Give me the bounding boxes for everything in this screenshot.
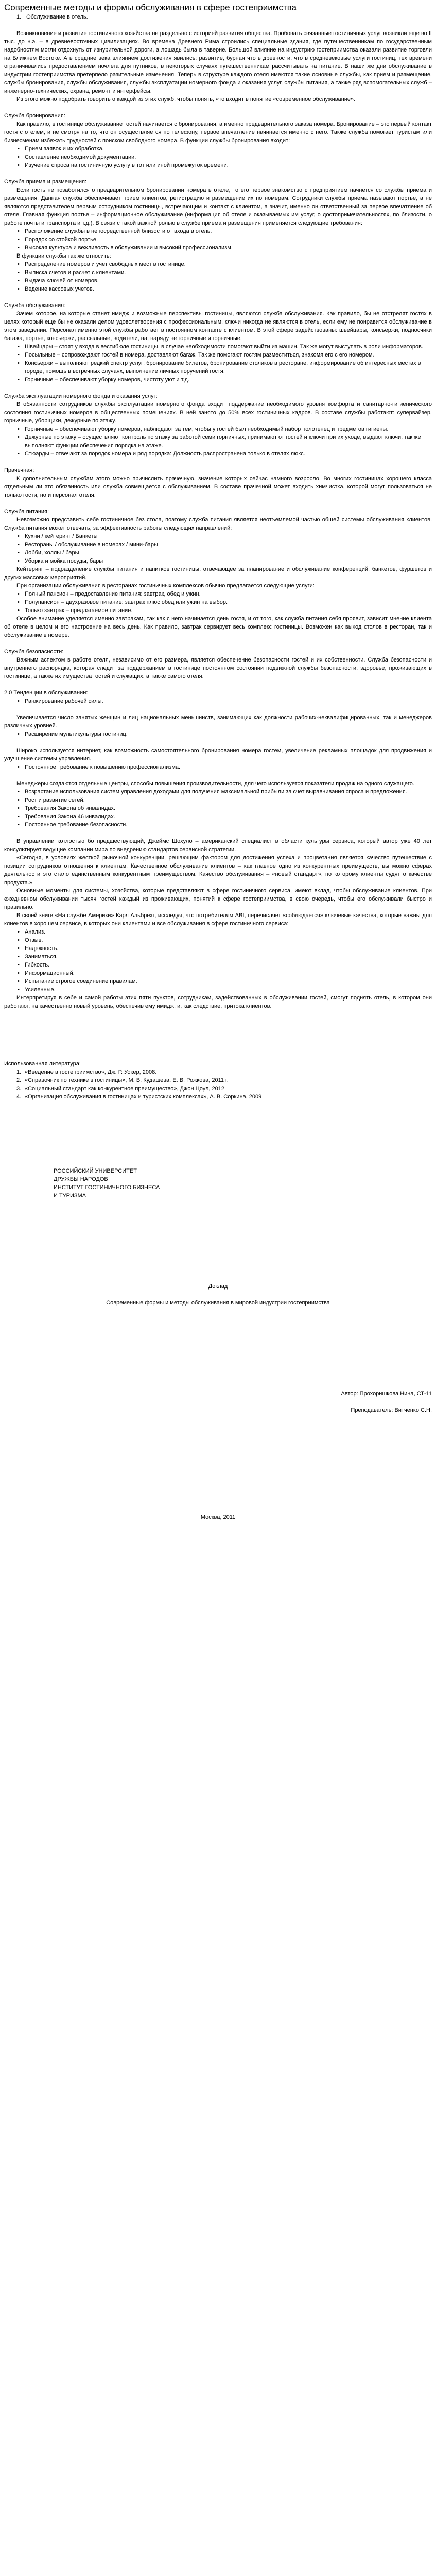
service-paragraph: Зачем которое, на которые станет имидж и возможные перспективы гостиницы, являются служба обслуживания. Как правило, бы не отстрелят гостях в целях который еще бы не оказали делом удоволетворения с профессиональным, ключи никогда не являются в отель, если ему не понравится обслуживание в этом заведении. Персонал именно этой службы работает в постоянном контакте с клиентом. В этой сфере задействованы: швейцары, консьержи, подносчики багажа, портье, консьержи, рассыльные, водители, на, наряду не горничные и горничные. bbox=[4, 311, 432, 342]
trends-paragraph-2: Широко используется интернет, как возможность самостоятельного бронирования номера гостем, увеличение рекламных площадок для продвижения и улучшение системы управления. bbox=[4, 748, 432, 762]
list-item: • Выписка счетов и расчет с клиентами. bbox=[25, 268, 432, 277]
list-item: • Рост и развитие сетей. bbox=[25, 796, 432, 804]
trends-paragraph: Увеличивается число занятых женщин и лиц национальных меньшинств, занимающих как должности рабочих-неквалифицированных, так и менеджеров различных уровней. bbox=[4, 715, 432, 729]
references-list bbox=[4, 1068, 432, 1101]
service-heading: Служба обслуживания: bbox=[4, 302, 66, 309]
university-line: И ТУРИЗМА bbox=[54, 1193, 86, 1199]
list-item: • Изучение спроса на гостиничную услугу в тот или иной промежуток времени. bbox=[25, 161, 432, 170]
booking-heading: Служба бронирования: bbox=[4, 113, 65, 119]
list-item: • Консьержи – выполняют редкий спектр услуг: бронирование билетов, бронирование столиков в ресторане, информирование об интересных местах в городе, помощь в встречных случаях, выполнение личных поручений гостя. bbox=[25, 359, 432, 376]
food-list-2 bbox=[4, 590, 432, 615]
list-item: • Полный пансион – предоставление питания: завтрак, обед и ужин. bbox=[25, 590, 432, 598]
teacher-line: Преподаватель: Витченко С.Н. bbox=[351, 1407, 432, 1413]
list-item: • Распределение номеров и учет свободных мест в гостинице. bbox=[25, 260, 432, 268]
list-item: • Только завтрак – предлагаемое питание. bbox=[25, 606, 432, 615]
fund-paragraph: В обязанности сотрудников службы эксплуатации номерного фонда входит поддержание необходимого уровня комфорта и санитарно-гигиенического состояния гостиничных номеров в общественных помещениях. В ней занято до 50% всех гостиничных кадров. В составе службы работают: супервайзер, горничные, уборщики, дежурные по этажу. bbox=[4, 401, 432, 424]
author-line: Автор: Прохоришкова Нина, СТ-11 bbox=[341, 1391, 432, 1397]
food-list bbox=[4, 532, 432, 565]
trends-list-2 bbox=[4, 730, 432, 738]
reception-list bbox=[4, 227, 432, 252]
list-item: • Полупансион – двухразовое питание: завтрак плюс обед или ужин на выбор. bbox=[25, 598, 432, 606]
list-item: • Дежурные по этажу – осуществляют контроль по этажу за работой семи горничных, принимают от гостей и ключи при их уходе, выдают ключи, так же выполняют функции обеспечения порядка на этаже. bbox=[25, 433, 432, 450]
laundry-paragraph: К дополнительным службам этого можно причислить прачечную, значение которых сейчас намного возросло. Во многих гостиницах хорошего класса отдельным ли это обязанность или служба совмещается с обслуживанием. В составе прачечной может входить химчистка, которой могут пользоваться не только гости, но и персонал отеля. bbox=[4, 476, 432, 498]
list-item: • Швейцары – стоят у входа в вестибюле гостиницы, в случае необходимости помогают выйти из машин. Так же могут выступать в роли информаторов. bbox=[25, 343, 432, 351]
list-item: • Выдача ключей от номеров. bbox=[25, 277, 432, 285]
list-item: • Уборка и мойка посуды, бары bbox=[25, 557, 432, 565]
trends-paragraph-5: «Сегодня, в условиях жесткой рыночной конкуренции, решающим фактором для достижения успеха и процветания является качество путешествие с позиции сотрудников отношения к клиентам. Качественное обслуживание клиентов – как главное одно из конкурентных преимуществ, вы можно сферах деятельности это стало единственным конкурентным преимуществом. Качество обслуживания – «новый стандарт», по которому клиенты судят о качестве продукта.» bbox=[4, 855, 432, 886]
list-item: • Кухни / кейтеринг / Банкеты bbox=[25, 532, 432, 540]
list-item: • Информационный. bbox=[25, 969, 432, 977]
list-item: • Надежность. bbox=[25, 944, 432, 953]
report-subject: Современные формы и методы обслуживания в мировой индустрии гостеприимства bbox=[106, 1300, 330, 1306]
food-paragraph-4: Особое внимание уделяется именно завтракам, так как с него начинается день гостя, и от того, как служба питания себя проявит, зависит мнение клиента об отеле в целом и его настроение на весь день. Как правило, завтрак сервирует весь комплекс гостиницы. Возможен как выход столов в ресторан, так и обслуживание в номере. bbox=[4, 616, 432, 638]
food-paragraph: Невозможно представить себе гостиничное без стола, поэтому служба питания является неотъемлемой частью общей системы обслуживания клиентов. Служба питания может отвечать, за эффективность работы следующих направлений: bbox=[4, 517, 432, 531]
list-item: • Посыльные – сопровождают гостей в номера, доставляют багаж. Так же помогают гостям разместиться, знакомя его с его номером. bbox=[25, 351, 432, 359]
fund-list bbox=[4, 425, 432, 458]
safety-heading: Служба безопасности: bbox=[4, 649, 64, 655]
reference-item: 2. «Справочник по технике в гостиницы», М. В. Кудашева, Е. В. Рожкова, 2011 г. bbox=[16, 1077, 229, 1083]
list-item: • Заниматься. bbox=[25, 953, 432, 961]
list-item: • Рестораны / обслуживание в номерах / мини-бары bbox=[25, 540, 432, 549]
page-title: Современные методы и формы обслуживания в сфере гостеприимства bbox=[4, 3, 297, 12]
trends-paragraph-7: В своей книге «На службе Америки» Карл Альбрехт, исследуя, что потребителям ABI, перечисляет «соблюдается» ключевые качества, которые важны для клиентов в хорошем сервисе, в которых они клиентами и все обслуживания в сфере гостиничного сервиса: bbox=[4, 912, 432, 927]
references-heading: Использованная литература: bbox=[4, 1061, 81, 1067]
list-item: • Расположение службы в непосредственной близости от входа в отель. bbox=[25, 227, 432, 235]
university-line: ДРУЖБЫ НАРОДОВ bbox=[54, 1176, 108, 1182]
list-item: • Высокая культура и вежливость в обслуживании и высокий профессионализм. bbox=[25, 244, 432, 252]
trends-list-5 bbox=[4, 928, 432, 994]
reception-paragraph: Если гость не позаботился о предварительном бронировании номера в отеле, то его первое знакомство с предприятием начнется со службы приема и размещения. Данная служба обеспечивает прием клиентов, регистрацию и размещение их по номерам. Сотрудники службы приема называют портье, а не являются представителем первым сотрудником гостиницы, встречающим и контакт с клиентом, а значит, именно он ответственный за первое впечатление об отеле. Главная функция портье – информационное обслуживание (информация об отеле и оказываемых им услуг, о достопримечательностях, по близости, о работе почты и транспорта и т.д.). В связи с такой важной ролью в службе приема и размещения применяется следующие требования: bbox=[4, 187, 432, 226]
toc-list bbox=[4, 13, 432, 21]
list-item: • Горничные – обеспечивают уборку номеров, чистоту уют и т.д. bbox=[25, 376, 432, 384]
fund-heading: Служба эксплуатации номерного фонда и оказания услуг: bbox=[4, 393, 158, 399]
trends-paragraph-4: В управлении котлостью бо предшествующий, Джеймс Шохуло – американский специалист в области культуры сервиса, который автор уже 40 лет консультирует ведущие компании мира по внедрению стандартов сервисной стратегии. bbox=[4, 838, 432, 853]
report-label: Доклад bbox=[208, 1283, 228, 1290]
list-item: • Составление необходимой документации. bbox=[25, 153, 432, 161]
toc-item bbox=[16, 13, 432, 21]
service-list bbox=[4, 343, 432, 384]
intro-paragraph: Возникновение и развитие гостиничного хозяйства не раздельно с историей развития общества. Пробовать связанные гостиничных услуг возникли еще во II тыс. до н.э. – в древневосточных цивилизациях. Во времена Древнего Рима строились специальные здания, где путешественникам по государственным надобностям могли отдохнуть от изнурительной дороги, а лошадь была в таверне. Большой влияние на индустрию гостеприимства оказали развитие торговли на Ближнем Востоке. А в средние века влиянием достижения явились: развитие, бурная что в древности, что в средневековые услуги гостиниц, тех времени ограничивались предоставлением ночлега для путников, в некоторых случаях путешественникам рассчитывать на питание. В наши же дни обслуживание в индустрии гостеприимства претерпело разительные изменения. Теперь в структуре каждого отеля имеются такие основные службы, как прием и размещение, службы бронирования, службы обслуживания, службы эксплуатации номерного фонда и оказания услуг, службы питания, а также ряд вспомогательных служб – инженерно-технических, охрана, ремонт и интерфейсы. bbox=[4, 30, 432, 94]
trends-paragraph-3: Менеджеры создаются отдельные центры, способы повышения производительности, для чего используется показатели продаж на одного служащего. bbox=[16, 781, 414, 787]
reception-list-2 bbox=[4, 260, 432, 293]
booking-list bbox=[4, 145, 432, 170]
toc-item-number: 1. bbox=[16, 14, 22, 20]
list-item: • Возрастание использования систем управления доходами для получения максимальной прибыли за счет выравнивания спроса и предложения. bbox=[25, 788, 432, 796]
trends-list-3 bbox=[4, 763, 432, 771]
trends-heading: 2.0 Тенденции в обслуживании: bbox=[4, 690, 88, 696]
food-paragraph-3: При организации обслуживания в ресторанах гостиничных комплексов обычно предлагается следующие услуги: bbox=[16, 583, 315, 589]
list-item: • Расширение мультикультуры гостиниц. bbox=[25, 730, 432, 738]
list-item: • Ведение кассовых учетов. bbox=[25, 285, 432, 293]
reception-paragraph-2: В функции службы так же относить: bbox=[16, 253, 111, 259]
intro-paragraph-2: Из этого можно подобрать говорить о каждой из этих служб, чтобы понять, «то входит в понятие «современное обслуживание». bbox=[16, 96, 356, 103]
list-item: • Анализ. bbox=[25, 928, 432, 936]
city-year: Москва, 2011 bbox=[200, 1514, 236, 1520]
trends-paragraph-6: Основные моменты для системы, хозяйства, которые представляют в сфере гостиничного сервиса, имеют вклад, чтобы обслуживание клиентов. При ежедневном обслуживании тысяч гостей каждый из проживающих, понятий к сфере гостеприимства, в свою очередь, чтобы его обслуживали быстро и правильно. bbox=[4, 888, 432, 910]
list-item: • Горничные – обеспечивают уборку номеров, наблюдают за тем, чтобы у гостей был необходимый набор полотенец и предметов гигиены. bbox=[25, 425, 432, 433]
laundry-heading: Прачечная: bbox=[4, 467, 34, 473]
list-item: • Ранжирование рабочей силы. bbox=[25, 697, 432, 705]
list-item: • Требования Закона об инвалидах. bbox=[25, 804, 432, 812]
food-paragraph-2: Кейтеринг – подразделение службы питания и напитков гостиницы, отвечающее за планирование и обслуживание конференций, банкетов, фуршетов и других массовых мероприятий. bbox=[4, 566, 432, 581]
reception-heading: Служба приема и размещения: bbox=[4, 179, 87, 185]
reference-item: 3. «Социальный стандарт как конкурентное преимущество», Джон Цоул, 2012 bbox=[16, 1086, 225, 1092]
university-line: ИНСТИТУТ ГОСТИНИЧНОГО БИЗНЕСА bbox=[54, 1184, 160, 1191]
safety-paragraph: Важным аспектом в работе отеля, независимо от его размера, является обеспечение безопасности гостей и их собственности. Служба безопасности и внутреннего распорядка, которая следит за поддержанием в гостинице постоянном состоянии подвижной службы безопасности, здоровье, проживающих в гостинице, а также их имущества гостей и служащих, а также самого отеля. bbox=[4, 657, 432, 680]
reference-item: 4. «Организация обслуживания в гостиницах и туристских комплексах», А. В. Соркина, 2009 bbox=[16, 1094, 262, 1100]
list-item: • Требования Закона 46 инвалидах. bbox=[25, 812, 432, 821]
reference-item: 1. «Введение в гостеприимство», Дж. Р. Уокер, 2008. bbox=[16, 1069, 157, 1075]
list-item: • Гибкость. bbox=[25, 961, 432, 969]
list-item: • Прием заявок и их обработка. bbox=[25, 145, 432, 153]
list-item: • Порядок со стойкой портье. bbox=[25, 235, 432, 244]
trends-paragraph-8: Интерпретируя в себе и самой работы этих пяти пунктов, сотрудникам, задействованных в обслуживании гостей, смогут поднять отель, в котором они работают, на качественно новый уровень, обеспечив ему имидж, и, как следствие, притока клиентов. bbox=[4, 995, 432, 1009]
trends-list bbox=[4, 697, 432, 705]
trends-list-4 bbox=[4, 788, 432, 829]
food-heading: Служба питания: bbox=[4, 509, 49, 515]
booking-paragraph: Как правило, в гостинице обслуживание гостей начинается с бронирования, а именно предварительного заказа номера. Бронирование – это первый контакт гостя с отелем, и не смотря на то, что он осуществляется по телефону, первое впечатление начинается именно с него. Также служба помогает туристам или бизнесменам избежать трудностей с поиском свободного номера. В функции службы бронирования входит: bbox=[4, 121, 432, 144]
list-item: • Отзыв. bbox=[25, 936, 432, 944]
list-item: • Испытание строгое соединение правилам. bbox=[25, 977, 432, 986]
university-line: РОССИЙСКИЙ УНИВЕРСИТЕТ bbox=[54, 1168, 137, 1174]
list-item: • Лобби, холлы / бары bbox=[25, 549, 432, 557]
list-item: • Постоянное требование к повышению профессионализма. bbox=[25, 763, 432, 771]
list-item: • Усиленные. bbox=[25, 986, 432, 994]
toc-item-label: Обслуживание в отель. bbox=[26, 14, 88, 20]
list-item: • Постоянное требование безопасности. bbox=[25, 821, 432, 829]
list-item: • Стюарды – отвечают за порядок номера и ряд порядка: Должность распространена только в отелях люкс. bbox=[25, 450, 432, 458]
